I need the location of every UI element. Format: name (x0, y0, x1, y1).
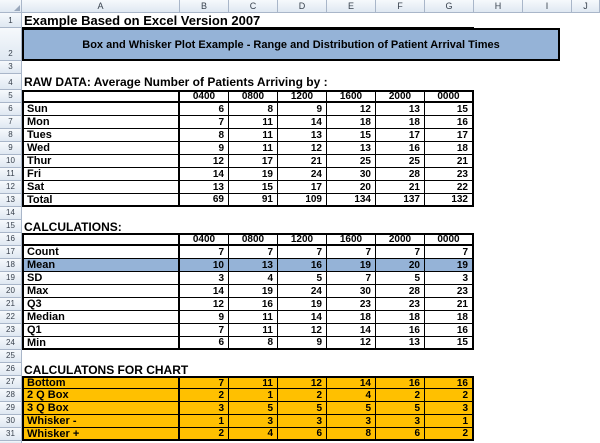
calculations-section-label[interactable]: CALCULATIONS: (24, 220, 122, 233)
value-cell[interactable]: 15 (425, 337, 474, 350)
value-cell[interactable]: 14 (327, 324, 376, 337)
column-time-header[interactable]: 1200 (278, 90, 327, 103)
row-number-4[interactable]: 4 (0, 74, 22, 90)
sheet-row (0, 181, 600, 194)
value-cell[interactable]: 9 (180, 311, 229, 324)
value-cell[interactable]: 14 (278, 116, 327, 129)
row-label-cell[interactable]: Mon (22, 116, 180, 129)
value-cell[interactable]: 3 (180, 272, 229, 285)
value-cell[interactable]: 3 (376, 415, 425, 428)
row-number-16[interactable]: 16 (0, 233, 22, 246)
row-label-cell[interactable]: Max (22, 285, 180, 298)
value-cell[interactable]: 24 (278, 168, 327, 181)
value-cell[interactable]: 12 (327, 103, 376, 116)
row-number-12[interactable]: 12 (0, 181, 22, 194)
row-number-20[interactable]: 20 (0, 285, 22, 298)
sheet-row (0, 207, 600, 220)
value-cell[interactable]: 13 (278, 129, 327, 142)
value-cell[interactable]: 4 (327, 389, 376, 402)
column-header-G[interactable]: G (425, 0, 474, 13)
value-cell[interactable]: 3 (180, 402, 229, 415)
value-cell[interactable]: 6 (376, 428, 425, 441)
value-cell[interactable]: 11 (229, 324, 278, 337)
row-number-15[interactable]: 15 (0, 220, 22, 233)
sheet-row (0, 259, 600, 272)
column-header-D[interactable]: D (278, 0, 327, 13)
value-cell[interactable]: 7 (327, 272, 376, 285)
value-cell[interactable]: 1 (425, 415, 474, 428)
value-cell[interactable]: 6 (180, 103, 229, 116)
value-cell[interactable]: 24 (278, 285, 327, 298)
value-cell[interactable]: 23 (376, 298, 425, 311)
value-cell[interactable]: 25 (376, 155, 425, 168)
value-cell[interactable]: 3 (327, 415, 376, 428)
value-cell[interactable]: 16 (229, 298, 278, 311)
column-header-E[interactable]: E (327, 0, 376, 13)
row-number-27[interactable]: 27 (0, 376, 22, 389)
value-cell[interactable]: 16 (425, 324, 474, 337)
column-time-header[interactable]: 2000 (376, 233, 425, 246)
row-number-30[interactable]: 30 (0, 415, 22, 428)
sheet-row (0, 142, 600, 155)
value-cell[interactable]: 22 (425, 181, 474, 194)
sheet-row (0, 311, 600, 324)
column-time-header[interactable]: 0800 (229, 233, 278, 246)
value-cell[interactable]: 18 (425, 142, 474, 155)
value-cell[interactable]: 19 (278, 298, 327, 311)
row-number-23[interactable]: 23 (0, 324, 22, 337)
sheet-row (0, 129, 600, 142)
row-number-5[interactable]: 5 (0, 90, 22, 103)
value-cell[interactable]: 12 (278, 142, 327, 155)
value-cell[interactable]: 7 (327, 246, 376, 259)
row-number-3[interactable]: 3 (0, 61, 22, 74)
row-label-cell[interactable]: Total (22, 194, 180, 207)
value-cell[interactable]: 14 (278, 311, 327, 324)
value-cell[interactable]: 132 (425, 194, 474, 207)
value-cell[interactable]: 2 (425, 428, 474, 441)
row-number-22[interactable]: 22 (0, 311, 22, 324)
value-cell[interactable]: 1 (180, 415, 229, 428)
row-label-cell[interactable]: Whisker - (22, 415, 180, 428)
value-cell[interactable]: 30 (327, 168, 376, 181)
value-cell[interactable]: 4 (229, 272, 278, 285)
value-cell[interactable]: 7 (278, 246, 327, 259)
row-number-14[interactable]: 14 (0, 207, 22, 220)
row-label-cell[interactable]: Median (22, 311, 180, 324)
row-number-19[interactable]: 19 (0, 272, 22, 285)
sheet-row (0, 61, 600, 74)
value-cell[interactable]: 16 (278, 259, 327, 272)
corner-triangle-icon (14, 5, 20, 11)
row-number-26[interactable]: 26 (0, 363, 22, 376)
value-cell[interactable]: 8 (229, 337, 278, 350)
value-cell[interactable]: 17 (278, 181, 327, 194)
value-cell[interactable]: 19 (229, 285, 278, 298)
value-cell[interactable]: 11 (229, 311, 278, 324)
value-cell[interactable]: 2 (278, 389, 327, 402)
value-cell[interactable]: 6 (180, 337, 229, 350)
value-cell[interactable]: 12 (180, 298, 229, 311)
row-label-cell[interactable]: 2 Q Box (22, 389, 180, 402)
column-header-row (0, 0, 600, 13)
row-number-1[interactable]: 1 (0, 13, 22, 28)
value-cell[interactable]: 15 (327, 129, 376, 142)
row-label-cell[interactable]: Q1 (22, 324, 180, 337)
value-cell[interactable]: 19 (327, 259, 376, 272)
value-cell[interactable]: 7 (180, 376, 229, 389)
value-cell[interactable]: 16 (425, 376, 474, 389)
value-cell[interactable]: 3 (425, 402, 474, 415)
value-cell[interactable]: 7 (180, 324, 229, 337)
value-cell[interactable]: 6 (278, 428, 327, 441)
value-cell[interactable]: 13 (376, 337, 425, 350)
value-cell[interactable]: 25 (327, 155, 376, 168)
value-cell[interactable]: 17 (376, 129, 425, 142)
column-header-B[interactable]: B (180, 0, 229, 13)
value-cell[interactable]: 23 (327, 298, 376, 311)
value-cell[interactable]: 15 (425, 103, 474, 116)
table-corner-cell[interactable] (22, 233, 180, 246)
banner-cell[interactable]: Box and Whisker Plot Example - Range and Distribution of Patient Arrival Times (22, 28, 560, 61)
value-cell[interactable]: 8 (180, 129, 229, 142)
row-number-6[interactable]: 6 (0, 103, 22, 116)
sheet-row (0, 28, 600, 61)
row-label-cell[interactable]: Sat (22, 181, 180, 194)
value-cell[interactable]: 12 (327, 337, 376, 350)
value-cell[interactable]: 19 (229, 168, 278, 181)
column-time-header[interactable]: 0000 (425, 233, 474, 246)
value-cell[interactable]: 28 (376, 168, 425, 181)
row-number-9[interactable]: 9 (0, 142, 22, 155)
value-cell[interactable]: 3 (278, 415, 327, 428)
column-time-header[interactable]: 1200 (278, 233, 327, 246)
row-number-2[interactable]: 2 (0, 28, 22, 61)
column-time-header[interactable]: 0000 (425, 90, 474, 103)
value-cell[interactable]: 18 (425, 311, 474, 324)
value-cell[interactable]: 137 (376, 194, 425, 207)
column-header-A[interactable]: A (22, 0, 180, 13)
value-cell[interactable]: 18 (376, 311, 425, 324)
sheet-row (0, 13, 600, 28)
row-number-17[interactable]: 17 (0, 246, 22, 259)
sheet-row (0, 168, 600, 181)
row-label-cell[interactable]: 3 Q Box (22, 402, 180, 415)
column-time-header[interactable]: 2000 (376, 90, 425, 103)
value-cell[interactable]: 12 (180, 155, 229, 168)
value-cell[interactable]: 2 (180, 389, 229, 402)
row-label-cell[interactable]: Tues (22, 129, 180, 142)
value-cell[interactable]: 16 (376, 376, 425, 389)
value-cell[interactable]: 7 (180, 116, 229, 129)
row-label-cell[interactable]: Fri (22, 168, 180, 181)
column-time-header[interactable]: 0400 (180, 233, 229, 246)
value-cell[interactable]: 11 (229, 376, 278, 389)
value-cell[interactable]: 20 (327, 181, 376, 194)
value-cell[interactable]: 7 (376, 246, 425, 259)
value-cell[interactable]: 17 (425, 129, 474, 142)
value-cell[interactable]: 16 (376, 324, 425, 337)
row-number-18[interactable]: 18 (0, 259, 22, 272)
sheet-row (0, 103, 600, 116)
sheet-row (0, 389, 600, 402)
sheet-row (0, 337, 600, 350)
value-cell[interactable]: 5 (278, 402, 327, 415)
row-label-cell[interactable]: Sun (22, 103, 180, 116)
value-cell[interactable]: 12 (278, 324, 327, 337)
value-cell[interactable]: 18 (327, 311, 376, 324)
row-label-cell[interactable]: Bottom (22, 376, 180, 389)
value-cell[interactable]: 13 (327, 142, 376, 155)
column-time-header[interactable]: 1600 (327, 233, 376, 246)
value-cell[interactable]: 7 (229, 246, 278, 259)
value-cell[interactable]: 14 (180, 168, 229, 181)
value-cell[interactable]: 14 (327, 376, 376, 389)
value-cell[interactable]: 17 (229, 155, 278, 168)
sheet-row (0, 363, 600, 376)
value-cell[interactable]: 12 (278, 376, 327, 389)
column-header-C[interactable]: C (229, 0, 278, 13)
value-cell[interactable]: 16 (376, 142, 425, 155)
row-number-7[interactable]: 7 (0, 116, 22, 129)
row-label-cell[interactable]: Mean (22, 259, 180, 272)
table-corner-cell[interactable] (22, 90, 180, 103)
value-cell[interactable]: 16 (425, 116, 474, 129)
value-cell[interactable]: 18 (376, 116, 425, 129)
row-label-cell[interactable]: Whisker + (22, 428, 180, 441)
sheet-title-cell[interactable]: Example Based on Excel Version 2007 (22, 13, 474, 28)
value-cell[interactable]: 15 (229, 181, 278, 194)
value-cell[interactable]: 30 (327, 285, 376, 298)
column-time-header[interactable]: 0800 (229, 90, 278, 103)
value-cell[interactable]: 13 (376, 103, 425, 116)
row-number-11[interactable]: 11 (0, 168, 22, 181)
value-cell[interactable]: 19 (425, 259, 474, 272)
sheet-row (0, 116, 600, 129)
sheet-row (0, 155, 600, 168)
value-cell[interactable]: 9 (278, 337, 327, 350)
chart-calc-section-label[interactable]: CALCULATONS FOR CHART (24, 363, 189, 376)
value-cell[interactable]: 5 (229, 402, 278, 415)
sheet-row (0, 285, 600, 298)
sheet-row (0, 402, 600, 415)
value-cell[interactable]: 69 (180, 194, 229, 207)
row-number-8[interactable]: 8 (0, 129, 22, 142)
row-number-25[interactable]: 25 (0, 350, 22, 363)
column-time-header[interactable]: 0400 (180, 90, 229, 103)
value-cell[interactable]: 3 (425, 272, 474, 285)
value-cell[interactable]: 21 (425, 298, 474, 311)
sheet-row (0, 272, 600, 285)
value-cell[interactable]: 7 (180, 246, 229, 259)
row-label-cell[interactable]: Min (22, 337, 180, 350)
value-cell[interactable]: 11 (229, 142, 278, 155)
row-label-cell[interactable]: Thur (22, 155, 180, 168)
sheet-row (0, 220, 600, 233)
sheet-row (0, 298, 600, 311)
value-cell[interactable]: 13 (180, 181, 229, 194)
row-number-13[interactable]: 13 (0, 194, 22, 207)
value-cell[interactable]: 1 (229, 389, 278, 402)
row-number-28[interactable]: 28 (0, 389, 22, 402)
value-cell[interactable]: 4 (229, 428, 278, 441)
row-number-21[interactable]: 21 (0, 298, 22, 311)
column-header-J[interactable]: J (572, 0, 600, 13)
value-cell[interactable]: 2 (425, 389, 474, 402)
column-header-H[interactable]: H (474, 0, 523, 13)
value-cell[interactable]: 11 (229, 129, 278, 142)
column-header-I[interactable]: I (523, 0, 572, 13)
value-cell[interactable]: 23 (425, 168, 474, 181)
value-cell[interactable]: 23 (425, 285, 474, 298)
row-number-10[interactable]: 10 (0, 155, 22, 168)
value-cell[interactable]: 13 (229, 259, 278, 272)
column-header-F[interactable]: F (376, 0, 425, 13)
sheet-row (0, 324, 600, 337)
value-cell[interactable]: 28 (376, 285, 425, 298)
value-cell[interactable]: 20 (376, 259, 425, 272)
sheet-row (0, 376, 600, 389)
column-time-header[interactable]: 1600 (327, 90, 376, 103)
value-cell[interactable]: 5 (376, 272, 425, 285)
value-cell[interactable]: 10 (180, 259, 229, 272)
value-cell[interactable]: 7 (425, 246, 474, 259)
row-number-24[interactable]: 24 (0, 337, 22, 350)
value-cell[interactable]: 21 (425, 155, 474, 168)
sheet-row (0, 246, 600, 259)
value-cell[interactable]: 5 (327, 402, 376, 415)
value-cell[interactable]: 14 (180, 285, 229, 298)
value-cell[interactable]: 21 (376, 181, 425, 194)
value-cell[interactable]: 134 (327, 194, 376, 207)
row-label-cell[interactable]: Count (22, 246, 180, 259)
value-cell[interactable]: 18 (327, 116, 376, 129)
sheet-row (0, 74, 600, 90)
value-cell[interactable]: 8 (327, 428, 376, 441)
row-label-cell[interactable]: Wed (22, 142, 180, 155)
value-cell[interactable]: 3 (229, 415, 278, 428)
row-label-cell[interactable]: SD (22, 272, 180, 285)
value-cell[interactable]: 9 (278, 103, 327, 116)
value-cell[interactable]: 109 (278, 194, 327, 207)
row-number-29[interactable]: 29 (0, 402, 22, 415)
value-cell[interactable]: 8 (229, 103, 278, 116)
value-cell[interactable]: 5 (376, 402, 425, 415)
value-cell[interactable]: 5 (278, 272, 327, 285)
value-cell[interactable]: 21 (278, 155, 327, 168)
value-cell[interactable]: 2 (376, 389, 425, 402)
sheet-row (0, 194, 600, 207)
value-cell[interactable]: 11 (229, 116, 278, 129)
row-number-31[interactable]: 31 (0, 428, 22, 441)
value-cell[interactable]: 9 (180, 142, 229, 155)
value-cell[interactable]: 2 (180, 428, 229, 441)
sheet-row (0, 90, 600, 103)
sheet-row (0, 350, 600, 363)
sheet-row (0, 233, 600, 246)
select-all-corner[interactable] (0, 0, 22, 13)
sheet-row (0, 415, 600, 428)
value-cell[interactable]: 91 (229, 194, 278, 207)
sheet-row (0, 428, 600, 441)
raw-data-section-label[interactable]: RAW DATA: Average Number of Patients Arriving by : (24, 75, 328, 89)
row-label-cell[interactable]: Q3 (22, 298, 180, 311)
